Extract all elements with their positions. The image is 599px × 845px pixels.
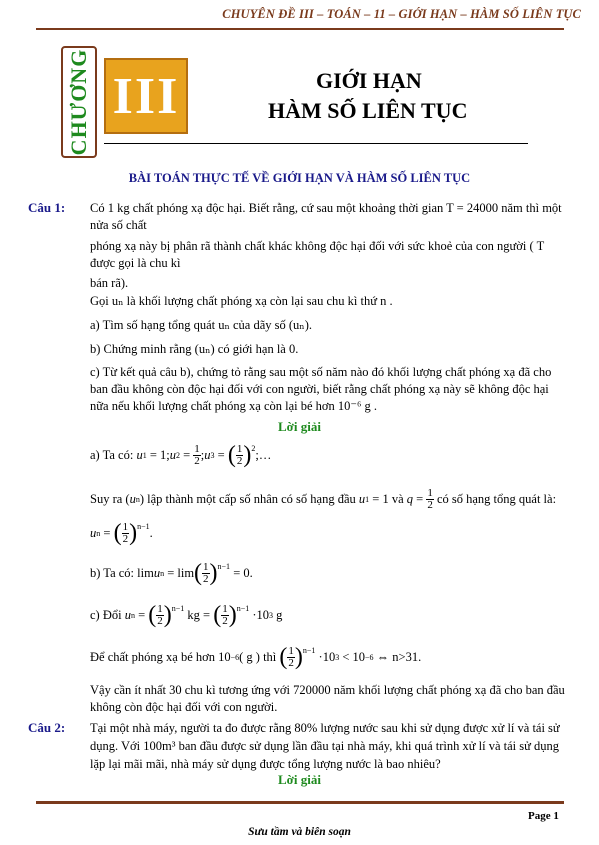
- chapter-word: CHƯƠNG: [66, 48, 91, 156]
- q1-line3: phóng xạ này bị phân rã thành chất khác không độc hại đối với sức khoẻ của con người ( T: [90, 239, 545, 253]
- q1-line5: bán rã).: [90, 276, 129, 290]
- sol-d: Để chất phóng xạ bé hơn 10 −6 ( g ) thì ( $\frac{1}{2}$ ) $^{n-1}$ ·10 $_3$ < 10 −6 ⇔ n>31.: [90, 644, 422, 670]
- q1-part-b: b) Chứng minh rằng (uₙ) có giới hạn là 0.: [90, 342, 299, 356]
- sol-conclusion-line1: Vậy cần ít nhất 30 chu kì tương ứng với 720000 năm khối lượng chất phóng xạ đã cho ban đầu: [90, 683, 565, 697]
- question-1-label: Câu 1:: [28, 200, 66, 215]
- page-number: Page 1: [528, 810, 559, 822]
- q1-line2: nửa số chất: [90, 218, 147, 232]
- solution-label-2: Lời giải: [278, 772, 321, 787]
- q2-line3: lặp lại mãi mãi, nhà máy sử dụng được tổng lượng nước là bao nhiêu?: [90, 757, 441, 771]
- solution-label-1: Lời giải: [278, 419, 321, 434]
- question-2-label: Câu 2:: [28, 720, 66, 735]
- q1-part-c-line1: c) Từ kết quả câu b), chứng tỏ rằng sau một số năm nào đó khối lượng chất phóng xạ đã cho: [90, 365, 552, 379]
- footer-credit: Sưu tầm và biên soạn: [248, 826, 351, 838]
- chapter-title-line1: GIỚI HẠN: [316, 68, 422, 93]
- title-divider: [104, 143, 528, 144]
- sol-conclusion-line2: không còn độc hại đối với con người.: [90, 700, 278, 714]
- footer-divider: [36, 801, 564, 804]
- sol-suy-ra: Suy ra ( u n ) lập thành một cấp số nhân có số hạng đầu u 1 = 1 và q = $\frac{1}{2}$ có số hạng tổng quát là:: [90, 486, 557, 511]
- q1-line4: được gọi là chu kì: [90, 256, 181, 270]
- q1-part-c-line3: nữa nếu khối lượng chất phóng xạ còn lại bé hơn 10⁻⁶ g .: [90, 399, 377, 413]
- sol-a: a) Ta có: u 1 = 1; u 2 = $\frac{1}{2}$ ; u 3 = ( $\frac{1}{2}$ ) $^2$ ;…: [90, 442, 272, 468]
- sol-a-text: a) Ta có:: [90, 447, 134, 462]
- page-header: CHUYÊN ĐỀ III – TOÁN – 11 – GIỚI HẠN – HÀM SỐ LIÊN TỤC: [222, 7, 581, 21]
- sol-general-term: u n = ( $\frac{1}{2}$ ) $^{n-1}$ .: [90, 520, 153, 546]
- q2-line1: Tại một nhà máy, người ta đo được rằng 80% lượng nước sau khi sử dụng được xử lí và tái sử: [90, 721, 560, 735]
- chapter-number: III: [104, 58, 188, 134]
- sol-c: c) Đổi u n = ( $\frac{1}{2}$ ) $^{n-1}$ kg = ( $\frac{1}{2}$ ) $^{n-1}$ ·10 $_3$ g: [90, 602, 283, 628]
- q1-line6: Gọi uₙ là khối lượng chất phóng xạ còn lại sau chu kì thứ n .: [90, 294, 393, 308]
- header-divider: [36, 28, 564, 30]
- chapter-title-line2: HÀM SỐ LIÊN TỤC: [268, 98, 468, 123]
- q2-line2: dụng. Với 100m³ ban đầu được sử dụng lần đầu tại nhà máy, khi quá trình xử lí và tái sử dụng: [90, 739, 560, 753]
- q1-part-c-line2: ban đầu không còn độc hại đối với con người, biết rằng chất phóng xạ này sẽ không độc hại: [90, 382, 549, 396]
- q1-part-a: a) Tìm số hạng tổng quát uₙ của dãy số (uₙ).: [90, 318, 312, 332]
- sol-b: b) Ta có: lim u n = lim ( $\frac{1}{2}$ ) $^{n-1}$ = 0.: [90, 560, 253, 586]
- section-title: BÀI TOÁN THỰC TẾ VỀ GIỚI HẠN VÀ HÀM SỐ LIÊN TỤC: [128, 171, 471, 185]
- q1-line1: Có 1 kg chất phóng xạ độc hại. Biết rằng, cứ sau một khoảng thời gian T = 24000 năm thì một: [90, 201, 562, 215]
- chapter-label-box: [61, 46, 97, 158]
